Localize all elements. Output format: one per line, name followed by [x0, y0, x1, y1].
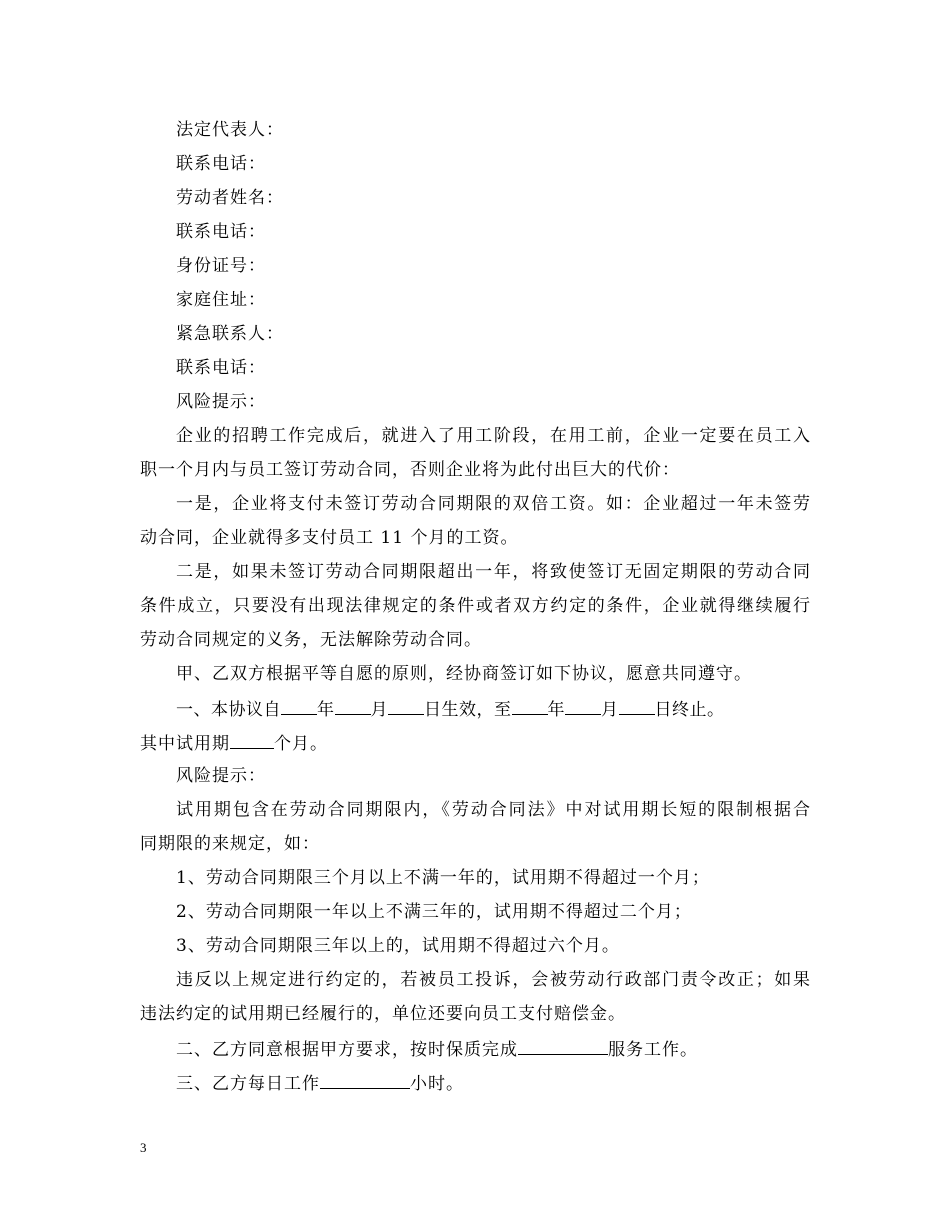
blank-year-end [512, 698, 548, 715]
paragraph-line: 企业的招聘工作完成后，就进入了用工阶段，在用工前，企业一定要在员工入 [176, 426, 810, 446]
paragraph-line: 违法约定的试用期已经履行的，单位还要向员工支付赔偿金。 [140, 1004, 626, 1024]
field-legal-rep: 法定代表人： [176, 120, 284, 140]
blank-daily-hours [320, 1072, 410, 1089]
field-worker-name: 劳动者姓名： [176, 188, 284, 208]
risk-heading: 风险提示： [176, 392, 266, 412]
page-number: 3 [140, 1140, 147, 1155]
field-id-number: 身份证号： [176, 256, 266, 276]
field-phone-2: 联系电话： [176, 222, 266, 242]
blank-day-start [388, 698, 424, 715]
paragraph-line: 甲、乙双方根据平等自愿的原则，经协商签订如下协议，愿意共同遵守。 [176, 664, 752, 684]
paragraph-line: 一是，企业将支付未签订劳动合同期限的双倍工资。如：企业超过一年未签劳 [176, 494, 810, 514]
paragraph-line: 违反以上规定进行约定的，若被员工投诉，会被劳动行政部门责令改正；如果 [176, 970, 810, 990]
blank-service-type [518, 1038, 608, 1055]
risk-heading: 风险提示： [176, 766, 266, 786]
field-phone-3: 联系电话： [176, 358, 266, 378]
clause-3: 三、乙方每日工作 小时。 [176, 1074, 464, 1094]
clause-1-trial: 其中试用期 个月。 [140, 734, 328, 754]
paragraph-line: 职一个月内与员工签订劳动合同，否则企业将为此付出巨大的代价： [140, 460, 680, 480]
rule-item: 3、劳动合同期限三年以上的，试用期不得超过六个月。 [176, 936, 620, 956]
blank-year-start [281, 698, 317, 715]
rule-item: 1、劳动合同期限三个月以上不满一年的，试用期不得超过一个月； [176, 868, 710, 888]
field-phone-1: 联系电话： [176, 154, 266, 174]
clause-1-term: 一、本协议自 年 月 日生效，至 年 月 日终止。 [176, 700, 725, 720]
field-home-address: 家庭住址： [176, 290, 266, 310]
paragraph-line: 二是，如果未签订劳动合同期限超出一年，将致使签订无固定期限的劳动合同 [176, 562, 810, 582]
rule-item: 2、劳动合同期限一年以上不满三年的，试用期不得超过二个月； [176, 902, 692, 922]
paragraph-line: 条件成立，只要没有出现法律规定的条件或者双方约定的条件，企业就得继续履行 [140, 596, 810, 616]
blank-trial-months [230, 732, 274, 749]
paragraph-line: 动合同，企业就得多支付员工 11 个月的工资。 [140, 528, 519, 548]
blank-month-start [335, 698, 371, 715]
paragraph-line: 同期限的来规定，如： [140, 834, 320, 854]
paragraph-line: 劳动合同规定的义务，无法解除劳动合同。 [140, 630, 482, 650]
blank-month-end [565, 698, 601, 715]
field-emergency-contact: 紧急联系人： [176, 324, 284, 344]
paragraph-line: 试用期包含在劳动合同期限内，《劳动合同法》中对试用期长短的限制根据合 [176, 800, 810, 820]
clause-2: 二、乙方同意根据甲方要求，按时保质完成 服务工作。 [176, 1040, 698, 1060]
blank-day-end [619, 698, 655, 715]
